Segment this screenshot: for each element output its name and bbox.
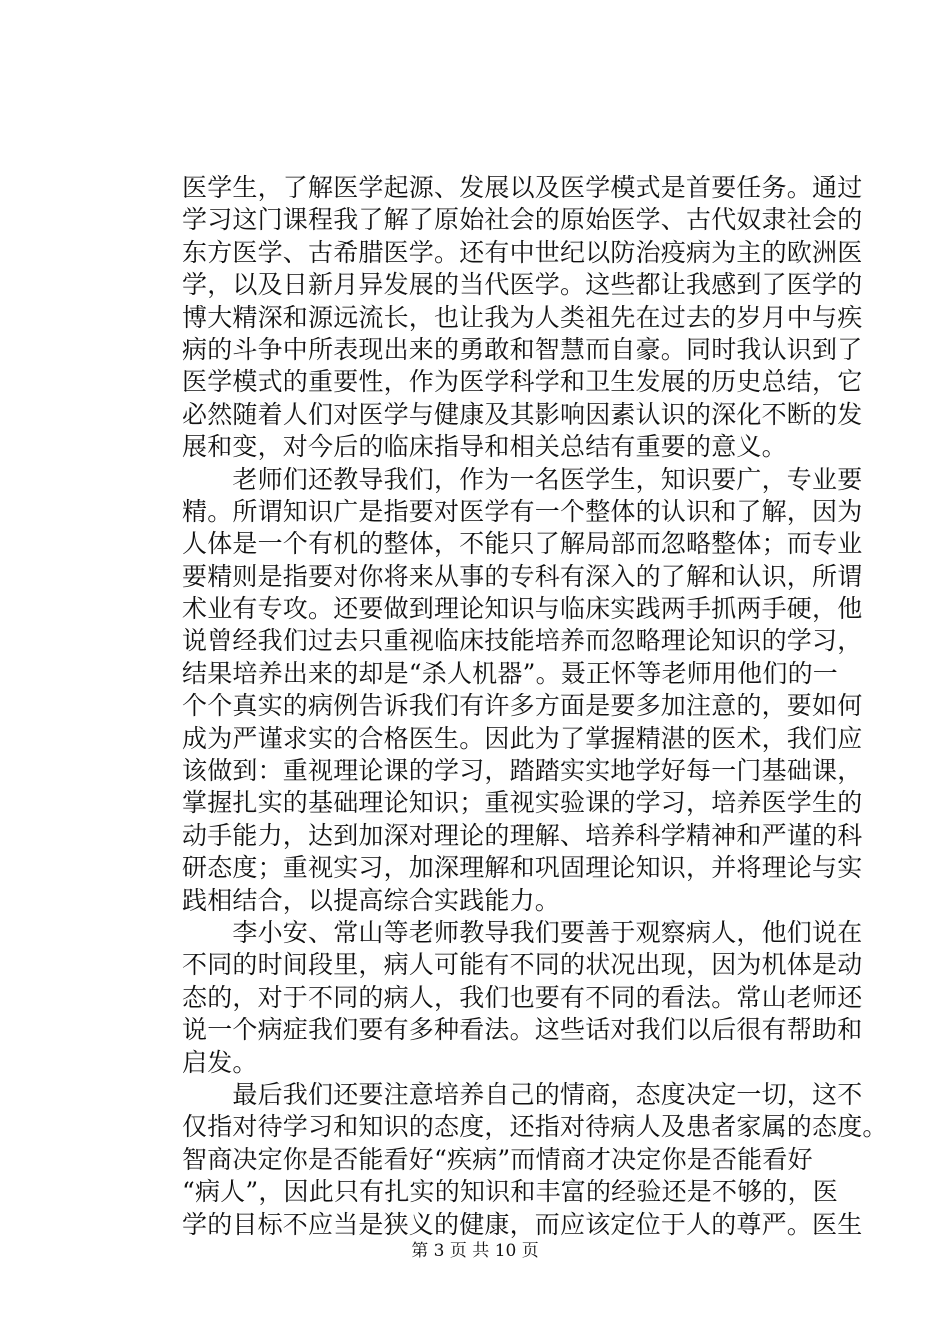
text-line: 医学模式的重要性，作为医学科学和卫生发展的历史总结，它	[182, 367, 863, 397]
text-line: 病的斗争中所表现出来的勇敢和智慧而自豪。同时我认识到了	[182, 334, 863, 364]
text-line: 研态度；重视实习，加深理解和巩固理论知识，并将理论与实	[182, 853, 863, 883]
page-number-footer: 第 3 页 共 10 页	[411, 1241, 539, 1261]
text-line: 老师们还教导我们，作为一名医学生，知识要广，专业要	[182, 464, 863, 494]
text-line: 践相结合，以提高综合实践能力。	[182, 885, 561, 915]
text-line: 启发。	[182, 1047, 258, 1077]
text-line: 精。所谓知识广是指要对医学有一个整体的认识和了解，因为	[182, 496, 863, 526]
text-line: 该做到：重视理论课的学习，踏踏实实地学好每一门基础课，	[182, 756, 863, 786]
text-line: 要精则是指要对你将来从事的专科有深入的了解和认识，所谓	[182, 561, 863, 591]
text-line: “病人”，因此只有扎实的知识和丰富的经验还是不够的，医	[182, 1177, 838, 1207]
text-line: 学的目标不应当是狭义的健康，而应该定位于人的尊严。医生	[182, 1209, 863, 1239]
text-line: 智商决定你是否能看好“疾病”而情商才决定你是否能看好	[182, 1144, 813, 1174]
text-line: 不同的时间段里，病人可能有不同的状况出现，因为机体是动	[182, 950, 863, 980]
text-line: 成为严谨求实的合格医生。因此为了掌握精湛的医术，我们应	[182, 723, 863, 753]
paragraph-4	[182, 1079, 888, 1241]
text-line: 必然随着人们对医学与健康及其影响因素认识的深化不断的发	[182, 399, 863, 429]
paragraph-1	[182, 172, 863, 464]
text-line: 学，以及日新月异发展的当代医学。这些都让我感到了医学的	[182, 270, 863, 300]
text-line: 展和变，对今后的临床指导和相关总结有重要的意义。	[182, 432, 787, 462]
text-line: 东方医学、古希腊医学。还有中世纪以防治疫病为主的欧洲医	[182, 237, 863, 267]
text-line: 博大精深和源远流长，也让我为人类祖先在过去的岁月中与疾	[182, 302, 863, 332]
text-line: 术业有专攻。还要做到理论知识与临床实践两手抓两手硬，他	[182, 594, 863, 624]
text-line: 态的，对于不同的病人，我们也要有不同的看法。常山老师还	[182, 982, 863, 1012]
text-line: 仅指对待学习和知识的态度，还指对待病人及患者家属的态度。	[182, 1112, 888, 1142]
text-line: 学习这门课程我了解了原始社会的原始医学、古代奴隶社会的	[182, 205, 863, 235]
text-line: 说一个病症我们要有多种看法。这些话对我们以后很有帮助和	[182, 1015, 863, 1045]
text-line: 个个真实的病例告诉我们有许多方面是要多加注意的，要如何	[182, 691, 863, 721]
text-line: 结果培养出来的却是“杀人机器”。聂正怀等老师用他们的一	[182, 658, 838, 688]
text-line: 人体是一个有机的整体，不能只了解局部而忽略整体；而专业	[182, 529, 863, 559]
text-line: 最后我们还要注意培养自己的情商，态度决定一切，这不	[182, 1079, 863, 1109]
body-text	[182, 172, 888, 1241]
text-line: 医学生，了解医学起源、发展以及医学模式是首要任务。通过	[182, 173, 863, 202]
paragraph-3	[182, 917, 863, 1079]
text-line: 李小安、常山等老师教导我们要善于观察病人，他们说在	[182, 917, 863, 947]
text-line: 掌握扎实的基础理论知识；重视实验课的学习，培养医学生的	[182, 788, 863, 818]
text-line: 动手能力，达到加深对理论的理解、培养科学精神和严谨的科	[182, 820, 863, 850]
text-line: 说曾经我们过去只重视临床技能培养而忽略理论知识的学习，	[182, 626, 863, 656]
paragraph-2	[182, 464, 863, 917]
